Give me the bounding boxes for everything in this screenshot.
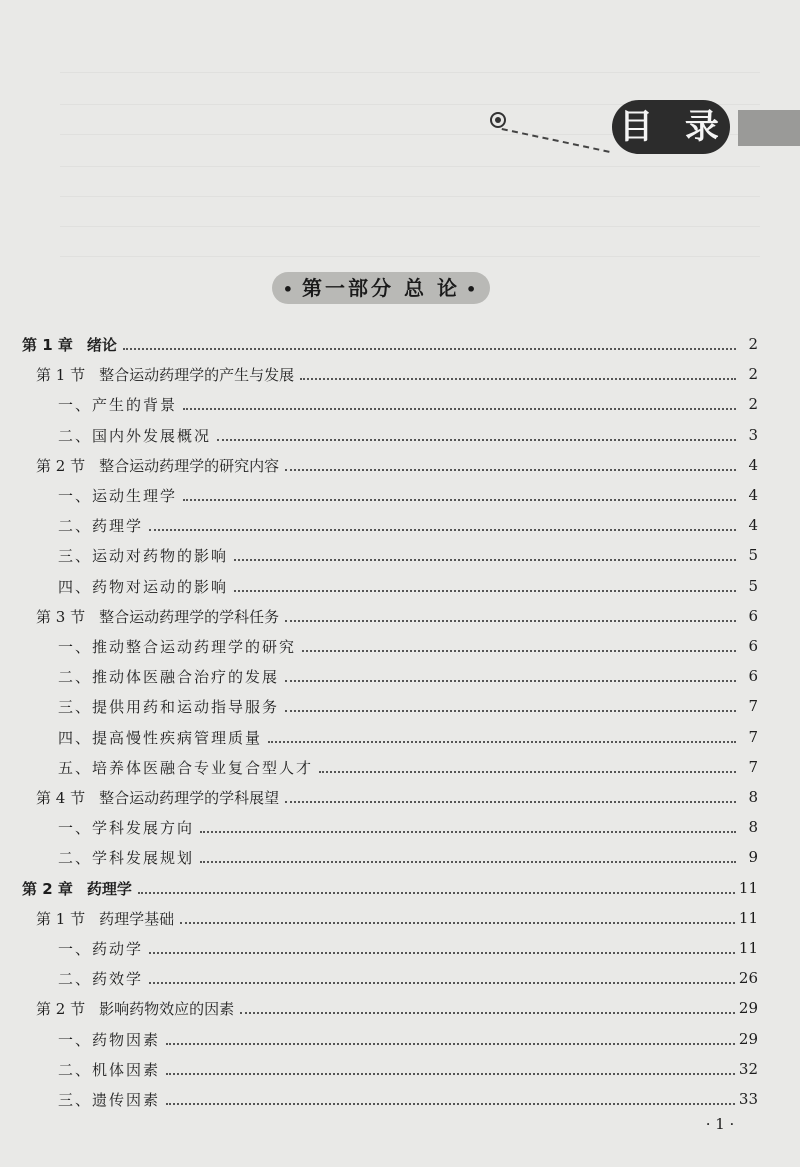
toc-entry[interactable] — [0, 329, 800, 359]
toc-entry[interactable] — [0, 571, 800, 601]
toc-entry-page: 7 — [748, 758, 758, 776]
ring-ornament-icon — [490, 112, 506, 128]
toc-entry-label — [58, 847, 196, 868]
dot-leader — [149, 529, 736, 531]
toc-entry[interactable] — [0, 873, 800, 903]
toc-entry-label — [58, 1059, 162, 1080]
bullet-dot-icon: • — [282, 280, 297, 299]
toc-entry[interactable] — [0, 1054, 800, 1084]
toc-entry[interactable] — [0, 601, 800, 631]
dot-leader — [200, 831, 736, 833]
dot-leader — [149, 982, 735, 984]
toc-entry-label — [58, 394, 179, 415]
toc-entry-title: 五、培养体医融合专业复合型人才 — [58, 758, 314, 777]
dot-leader — [285, 710, 736, 712]
toc-entry[interactable] — [0, 359, 800, 389]
dot-leader — [240, 1012, 735, 1014]
toc-entry-label — [36, 606, 281, 627]
dot-leader — [180, 922, 735, 924]
toc-entry-number: 第 1 章 — [22, 335, 73, 354]
toc-entry-label — [58, 545, 230, 566]
toc-entry[interactable] — [0, 420, 800, 450]
toc-entry-label — [58, 576, 230, 597]
toc-entry-title: 一、推动整合运动药理学的研究 — [58, 637, 297, 656]
toc-entry-label — [58, 1089, 162, 1110]
toc-entry-page: 4 — [748, 456, 758, 474]
toc-entry-title: 药理学 — [86, 879, 132, 898]
toc-entry[interactable] — [0, 993, 800, 1023]
toc-entry-label — [58, 515, 145, 536]
toc-entry-page: 4 — [748, 486, 758, 504]
toc-entry-label — [36, 908, 176, 929]
toc-entry[interactable] — [0, 933, 800, 963]
toc-entry-label — [22, 334, 119, 355]
toc-entry-title: 四、提高慢性疾病管理质量 — [58, 728, 263, 747]
toc-entry[interactable] — [0, 722, 800, 752]
dot-leader — [183, 499, 736, 501]
toc-entry-title: 二、机体因素 — [58, 1060, 161, 1079]
toc-entry-page: 6 — [748, 637, 758, 655]
toc-entry-number: 第 2 节 — [36, 999, 86, 1018]
dot-leader — [123, 348, 736, 350]
dot-leader — [302, 650, 736, 652]
toc-entry-page: 33 — [738, 1090, 758, 1108]
toc-entry-page: 2 — [748, 395, 758, 413]
toc-entry-title: 整合运动药理学的学科任务 — [99, 607, 280, 626]
dot-leader — [217, 439, 736, 441]
toc-entry-page: 7 — [748, 728, 758, 746]
toc-entry-title: 二、国内外发展概况 — [58, 426, 212, 445]
part-title: 第一部分 总 论 — [302, 276, 460, 300]
toc-entry-label — [58, 727, 264, 748]
toc-entry-number: 第 2 章 — [22, 879, 73, 898]
toc-entry-label — [58, 485, 179, 506]
bullet-dot-icon: • — [465, 280, 480, 299]
dot-leader — [149, 952, 735, 954]
toc-entry-title: 整合运动药理学的产生与发展 — [99, 365, 295, 384]
dot-leader — [268, 741, 736, 743]
toc-entry-label — [58, 636, 298, 657]
toc-entry[interactable] — [0, 1084, 800, 1114]
toc-entry-label — [58, 938, 145, 959]
toc-entry-number: 第 1 节 — [36, 365, 86, 384]
dot-leader — [234, 590, 736, 592]
dot-leader — [319, 771, 736, 773]
toc-entry-label — [58, 817, 196, 838]
dot-leader — [285, 620, 736, 622]
toc-entry-title: 二、学科发展规划 — [58, 848, 195, 867]
toc-entry-page: 5 — [748, 577, 758, 595]
toc-entry-title: 药理学基础 — [99, 909, 175, 928]
toc-entry-page: 8 — [748, 818, 758, 836]
toc-entry-label — [36, 455, 281, 476]
toc-entry-page: 2 — [748, 335, 758, 353]
toc-entry-title: 三、运动对药物的影响 — [58, 546, 229, 565]
toc-entry-page: 9 — [748, 848, 758, 866]
toc-entry-label — [58, 696, 281, 717]
toc-entry-page: 26 — [738, 969, 758, 987]
dashed-connector — [502, 128, 610, 153]
toc-entry-label — [36, 787, 281, 808]
toc-entry-title: 绪论 — [86, 335, 117, 354]
dot-leader — [183, 408, 736, 410]
toc-entry-title: 整合运动药理学的研究内容 — [99, 456, 280, 475]
toc-entry-label — [36, 364, 296, 385]
toc-entry-title: 一、学科发展方向 — [58, 818, 195, 837]
toc-entry-page: 11 — [738, 879, 758, 897]
dot-leader — [138, 892, 735, 894]
toc-entry-title: 二、药效学 — [58, 969, 144, 988]
toc-entry-title: 四、药物对运动的影响 — [58, 577, 229, 596]
toc-header — [490, 100, 800, 160]
toc-entry-label — [58, 757, 315, 778]
toc-entry-label — [36, 998, 236, 1019]
toc-entry-number: 第 3 节 — [36, 607, 86, 626]
dot-leader — [234, 559, 736, 561]
toc-entry-page: 11 — [738, 909, 758, 927]
toc-entry-title: 三、遗传因素 — [58, 1090, 161, 1109]
toc-entry-label — [22, 878, 134, 899]
toc-entry-title: 一、运动生理学 — [58, 486, 178, 505]
toc-entry[interactable] — [0, 1024, 800, 1054]
toc-entry[interactable] — [0, 450, 800, 480]
toc-entry-label — [58, 425, 213, 446]
toc-entry-title: 三、提供用药和运动指导服务 — [58, 697, 280, 716]
toc-entry-title: 一、产生的背景 — [58, 395, 178, 414]
toc-entry-number: 第 4 节 — [36, 788, 86, 807]
dot-leader — [166, 1103, 735, 1105]
toc-entry[interactable] — [0, 903, 800, 933]
toc-entry[interactable] — [0, 842, 800, 872]
toc-entry[interactable] — [0, 691, 800, 721]
toc-entry-title: 一、药物因素 — [58, 1030, 161, 1049]
dot-leader — [166, 1073, 735, 1075]
toc-entry-label — [58, 968, 145, 989]
toc-entry-page: 7 — [748, 697, 758, 715]
toc-entry[interactable] — [0, 661, 800, 691]
toc-entry[interactable] — [0, 389, 800, 419]
toc-entry-number: 第 2 节 — [36, 456, 86, 475]
dot-leader — [200, 861, 736, 863]
dot-leader — [300, 378, 736, 380]
toc-entry[interactable] — [0, 510, 800, 540]
page-number: · 1 · — [705, 1115, 735, 1133]
toc-entry-page: 8 — [748, 788, 758, 806]
dot-leader — [285, 469, 736, 471]
dot-leader — [285, 680, 736, 682]
toc-entry-page: 29 — [738, 1030, 758, 1048]
toc-entry-page: 3 — [748, 426, 758, 444]
toc-entry-title: 二、推动体医融合治疗的发展 — [58, 667, 280, 686]
toc-entry[interactable] — [0, 812, 800, 842]
toc-entry-title: 影响药物效应的因素 — [99, 999, 235, 1018]
toc-entry[interactable] — [0, 631, 800, 661]
page-title: 目 录 — [612, 100, 730, 154]
toc-entry-page: 11 — [738, 939, 758, 957]
dot-leader — [166, 1043, 735, 1045]
toc-entry-number: 第 1 节 — [36, 909, 86, 928]
toc-entry[interactable] — [0, 963, 800, 993]
toc-entry-page: 2 — [748, 365, 758, 383]
toc-entry-label — [58, 1029, 162, 1050]
toc-entry[interactable] — [0, 782, 800, 812]
toc-entry-page: 32 — [738, 1060, 758, 1078]
toc-entry[interactable] — [0, 752, 800, 782]
toc-entry-page: 6 — [748, 667, 758, 685]
dot-leader — [285, 801, 736, 803]
toc-entry-page: 5 — [748, 546, 758, 564]
toc-entry-page: 6 — [748, 607, 758, 625]
toc-entry-title: 一、药动学 — [58, 939, 144, 958]
toc-entry-title: 整合运动药理学的学科展望 — [99, 788, 280, 807]
toc-entry-label — [58, 666, 281, 687]
toc-entry[interactable] — [0, 540, 800, 570]
toc-entry-page: 29 — [738, 999, 758, 1017]
title-side-bar — [738, 110, 800, 146]
part-banner — [272, 272, 490, 304]
toc-entry-title: 二、药理学 — [58, 516, 144, 535]
toc-entry-page: 4 — [748, 516, 758, 534]
toc-entry[interactable] — [0, 480, 800, 510]
